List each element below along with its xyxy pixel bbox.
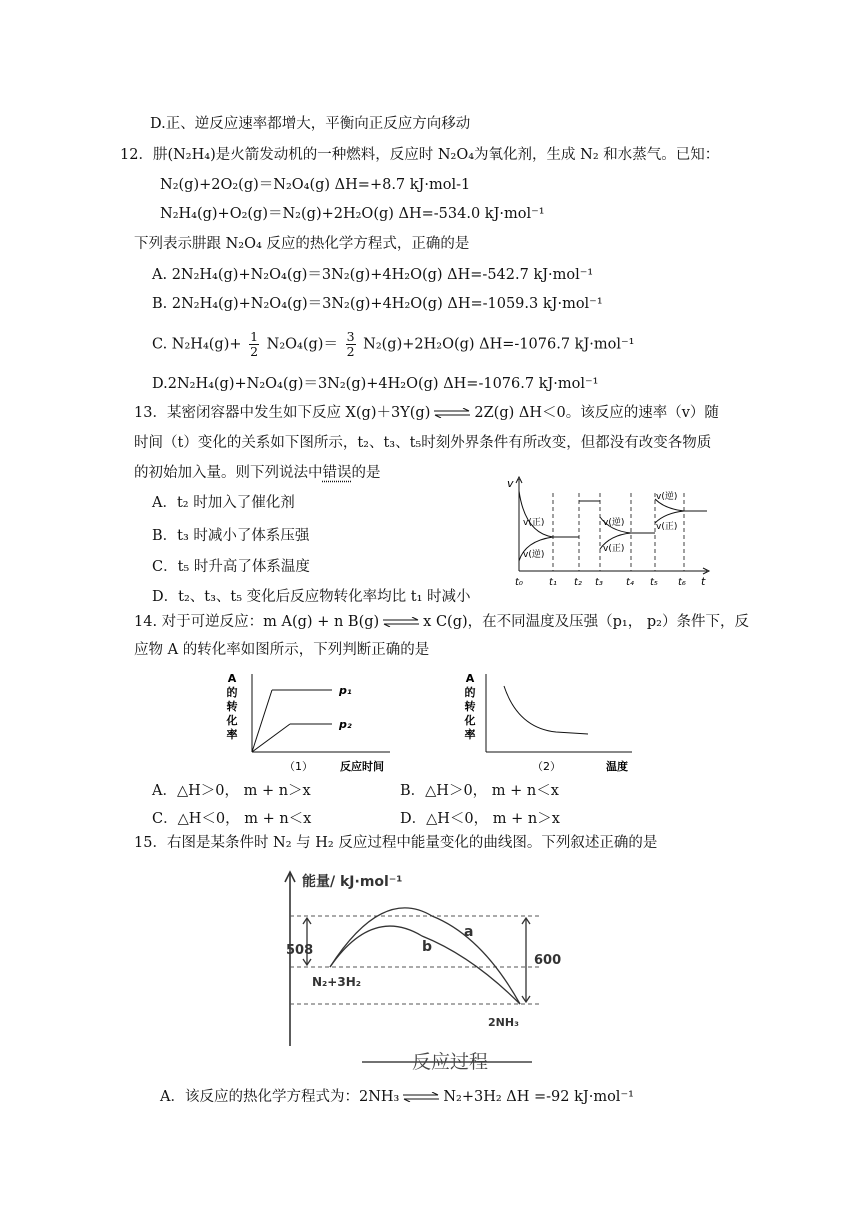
- q13-option-d: D．t₂、t₃、t₅ 变化后反应物转化率均比 t₁ 时减小: [152, 589, 471, 605]
- q14-stem-line2: 应物 A 的转化率如图所示，下列判断正确的是: [134, 642, 430, 658]
- p1-label: p₁: [339, 684, 352, 697]
- tick-t0: t₀: [515, 577, 523, 588]
- v-axis-label: v: [507, 477, 514, 490]
- equilibrium-arrow-icon: [382, 617, 420, 627]
- q14-graph-2: [460, 668, 645, 776]
- q12-stem: 12．肼(N₂H₄)是火箭发动机的一种燃料，反应时 N₂O₄为氧化剂，生成 N₂ 和水蒸气。已知：: [120, 147, 720, 163]
- process-axis-label: 反应过程: [412, 1051, 489, 1073]
- q12-option-a: A. 2N₂H₄(g)+N₂O₄(g)＝3N₂(g)+4H₂O(g) ΔH=-542.7 kJ·mol⁻¹: [152, 267, 594, 283]
- value-600: 600: [534, 953, 562, 968]
- q13-rate-time-graph: [505, 473, 715, 590]
- q15-energy-diagram: [272, 866, 582, 1076]
- curve-b-label: b: [422, 939, 433, 955]
- fraction-three-halves: $\frac{3}{2}$: [346, 329, 355, 359]
- ylabel-char-5: 率: [226, 728, 238, 741]
- equilibrium-arrow-icon: [433, 408, 471, 418]
- q12-question: 下列表示肼跟 N₂O₄ 反应的热化学方程式，正确的是: [134, 236, 470, 252]
- q15-option-a: A．该反应的热化学方程式为：2NH₃ N₂+3H₂ ΔH =-92 kJ·mol⁻¹: [160, 1089, 634, 1105]
- v-forward-label: v(正): [523, 518, 545, 528]
- reactants-label: N₂+3H₂: [312, 975, 362, 989]
- v-reverse-label-3: v(逆): [656, 492, 678, 502]
- q12-option-b: B. 2N₂H₄(g)+N₂O₄(g)＝3N₂(g)+4H₂O(g) ΔH=-1059.3 kJ·mol⁻¹: [152, 296, 603, 312]
- t-axis-label: t: [701, 575, 706, 588]
- ylabel-char-1: A: [227, 672, 237, 685]
- q13-stem-line2: 时间（t）变化的关系如下图所示，t₂、t₃、t₅时刻外界条件有所改变，但都没有改变各物质: [134, 435, 712, 451]
- q15-stem: 15．右图是某条件时 N₂ 与 H₂ 反应过程中能量变化的曲线图。下列叙述正确的是: [134, 835, 658, 851]
- q14-option-c: C．△H＜0， m + n＜x: [152, 811, 312, 827]
- q13-option-b: B．t₃ 时减小了体系压强: [152, 528, 310, 544]
- q13-option-a: A．t₂ 时加入了催化剂: [152, 495, 295, 511]
- q11-option-d: D.正、逆反应速率都增大，平衡向正反应方向移动: [150, 116, 471, 132]
- tick-t3: t₃: [595, 577, 603, 588]
- q14-option-a: A．△H＞0， m + n＞x: [152, 783, 311, 799]
- tick-t2: t₂: [574, 577, 582, 588]
- tick-t4: t₄: [626, 577, 634, 588]
- v-forward-label-3: v(正): [656, 522, 678, 532]
- curve-a-label: a: [464, 924, 474, 940]
- ylabel-char-2: 的: [226, 686, 238, 699]
- q12-given-eq2: N₂H₄(g)+O₂(g)＝N₂(g)+2H₂O(g) ΔH=-534.0 kJ·mol⁻¹: [160, 206, 545, 222]
- fraction-half: $\frac{1}{2}$: [250, 329, 259, 359]
- q12-given-eq1: N₂(g)+2O₂(g)＝N₂O₄(g) ΔH=+8.7 kJ·mol-1: [160, 177, 471, 193]
- ylabel-char-1: A: [465, 672, 475, 685]
- ylabel-char-3: 转: [226, 700, 238, 713]
- tick-t5: t₅: [650, 577, 658, 588]
- energy-axis-label: 能量/ kJ·mol⁻¹: [302, 874, 403, 890]
- q12-option-d: D.2N₂H₄(g)+N₂O₄(g)＝3N₂(g)+4H₂O(g) ΔH=-1076.7 kJ·mol⁻¹: [152, 376, 599, 392]
- q14-graph-1: [222, 668, 412, 776]
- v-forward-label-2: v(正): [603, 544, 625, 554]
- q14-stem-line1: 14. 对于可逆反应：m A(g) + n B(g) x C(g)，在不同温度及压强（p₁， p₂）条件下，反: [134, 614, 749, 630]
- graph1-xlabel: 反应时间: [340, 760, 384, 773]
- value-508: 508: [286, 943, 314, 958]
- q13-option-c: C．t₅ 时升高了体系温度: [152, 559, 310, 575]
- graph1-caption: （1）: [284, 760, 313, 773]
- product-label: 2NH₃: [488, 1016, 519, 1029]
- q14-option-b: B．△H＞0， m + n＜x: [400, 783, 559, 799]
- q14-option-d: D．△H＜0， m + n＞x: [400, 811, 560, 827]
- v-reverse-label-2: v(逆): [603, 518, 625, 528]
- p2-label: p₂: [339, 718, 352, 731]
- tick-t1: t₁: [549, 577, 557, 588]
- ylabel-char-4: 化: [226, 714, 238, 727]
- v-reverse-label: v(逆): [523, 550, 545, 560]
- ylabel-char-3: 转: [464, 700, 476, 713]
- graph2-xlabel: 温度: [606, 760, 628, 773]
- ylabel-char-2: 的: [464, 686, 476, 699]
- q13-stem-line1: 13．某密闭容器中发生如下反应 X(g)＋3Y(g) 2Z(g) ΔH＜0。该反应的速率（v）随: [134, 405, 719, 421]
- ylabel-char-5: 率: [464, 728, 476, 741]
- q12-option-c: C. N₂H₄(g)+ $\frac{1}{2}$ N₂O₄(g)＝ $\frac{3}{2}$ N₂(g)+2H₂O(g) ΔH=-1076.7 kJ·mol⁻¹: [152, 329, 635, 359]
- q13-stem-line3: 的初始加入量。则下列说法中错误的是: [134, 465, 381, 481]
- tick-t6: t₆: [678, 577, 686, 588]
- equilibrium-arrow-icon: [402, 1092, 440, 1102]
- ylabel-char-4: 化: [464, 714, 476, 727]
- graph2-caption: （2）: [532, 760, 561, 773]
